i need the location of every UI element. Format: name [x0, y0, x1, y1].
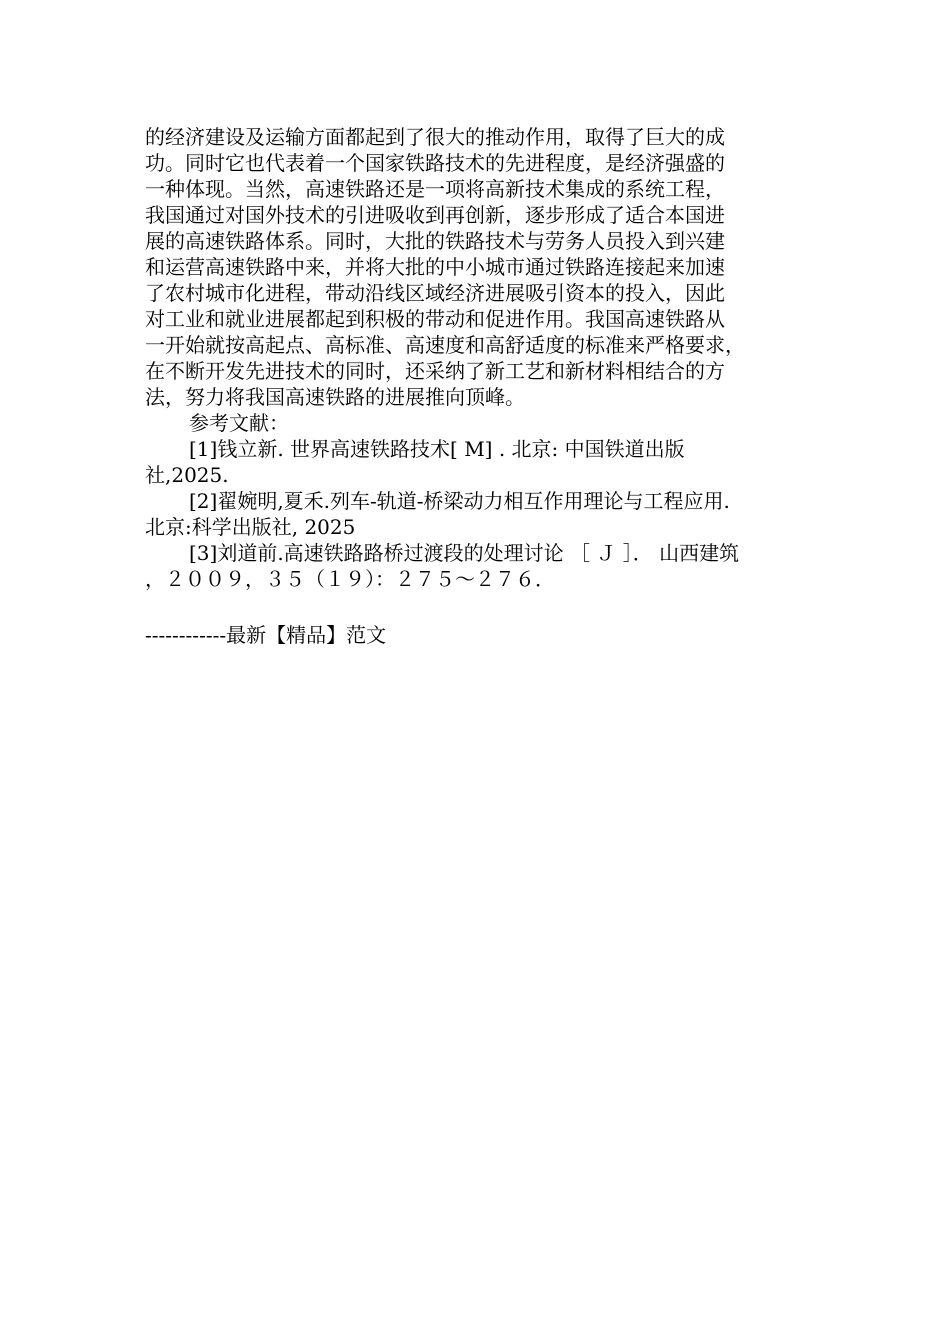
- body-line: 在不断开发先进技术的同时，还采纳了新工艺和新材料相结合的方: [145, 359, 725, 383]
- body-line: 了农村城市化进程，带动沿线区域经济进展吸引资本的投入，因此: [145, 281, 725, 305]
- footer-text: ------------最新【精品】范文: [145, 623, 387, 647]
- reference-line: 社,2025.: [145, 463, 229, 487]
- body-line: 我国通过对国外技术的引进吸收到再创新，逐步形成了适合本国进: [145, 203, 725, 227]
- body-line: 对工业和就业进展都起到积极的带动和促进作用。我国高速铁路从: [145, 307, 725, 331]
- body-line: 一种体现。当然，高速铁路还是一项将高新技术集成的系统工程，: [145, 177, 725, 201]
- reference-line: 北京:科学出版社, 2025: [145, 515, 356, 539]
- reference-line: ，２００９，３５（１９）：２７５～２７６．: [145, 567, 555, 591]
- reference-line: [1]钱立新. 世界高速铁路技术[ M] . 北京: 中国铁道出版: [189, 437, 685, 461]
- references-heading: 参考文献：: [189, 411, 289, 435]
- reference-line: [2]翟婉明,夏禾.列车-轨道-桥梁动力相互作用理论与工程应用.: [189, 489, 730, 513]
- reference-line: [3]刘道前.高速铁路路桥过渡段的处理讨论 ［ Ｊ ］． 山西建筑: [189, 541, 740, 565]
- body-line: 的经济建设及运输方面都起到了很大的推动作用，取得了巨大的成: [145, 125, 725, 149]
- body-line: 展的高速铁路体系。同时，大批的铁路技术与劳务人员投入到兴建: [145, 229, 725, 253]
- body-line: 和运营高速铁路中来，并将大批的中小城市通过铁路连接起来加速: [145, 255, 725, 279]
- body-line: 功。同时它也代表着一个国家铁路技术的先进程度，是经济强盛的: [145, 151, 725, 175]
- body-line: 一开始就按高起点、高标准、高速度和高舒适度的标准来严格要求，: [145, 333, 745, 357]
- body-line: 法，努力将我国高速铁路的进展推向顶峰。: [145, 385, 525, 409]
